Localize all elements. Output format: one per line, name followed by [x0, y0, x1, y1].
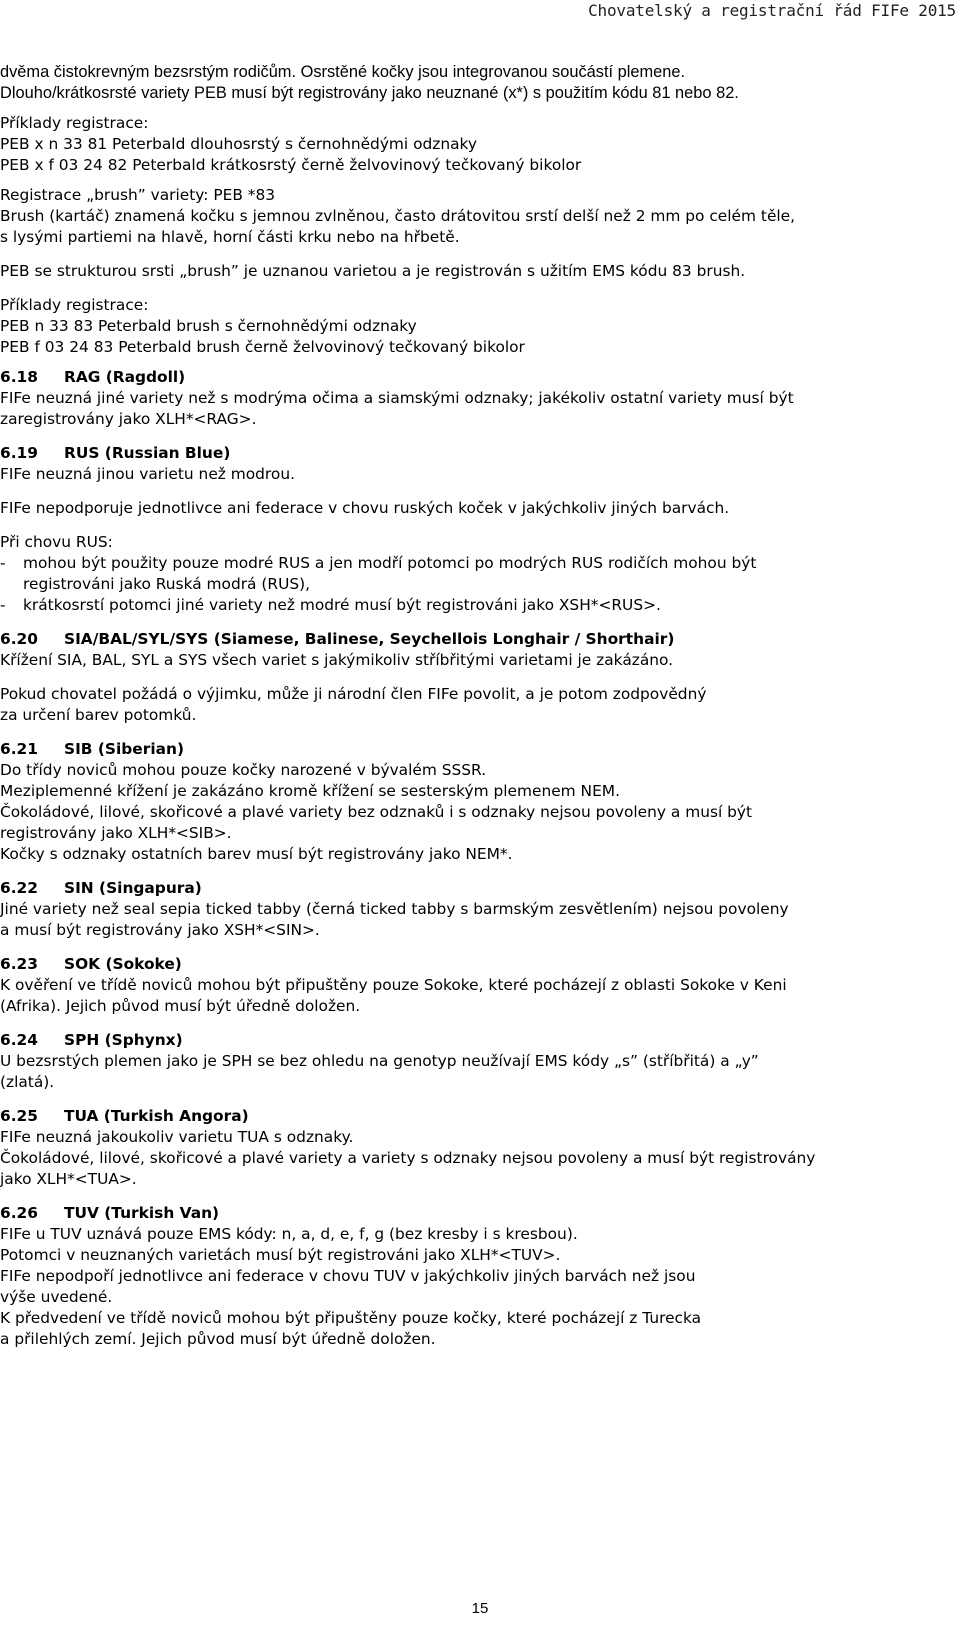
examples-label: Příklady registrace:	[0, 114, 149, 132]
examples-label: Příklady registrace:	[0, 296, 149, 314]
paragraph-line: K předvedení ve třídě noviců mohou být připuštěny pouze kočky, které pocházejí z Turecka	[0, 1309, 702, 1327]
paragraph-line: U bezsrstých plemen jako je SPH se bez ohledu na genotyp neužívají EMS kódy „s” (stříbřitá) a „y”	[0, 1052, 759, 1070]
paragraph-line: Jiné variety než seal sepia ticked tabby (černá ticked tabby s barmským zesvětlením) nejsou povoleny	[0, 900, 789, 918]
paragraph-line: Pokud chovatel požádá o výjimku, může ji národní člen FIFe povolit, a je potom zodpovědný	[0, 685, 707, 703]
example-line: PEB x f 03 24 82 Peterbald krátkosrstý černě želvovinový tečkovaný bikolor	[0, 156, 582, 174]
section-number: 6.25	[0, 1107, 38, 1125]
page-content	[0, 62, 958, 1350]
section-heading	[0, 1203, 958, 1224]
section-title: SIN (Singapura)	[64, 879, 202, 897]
paragraph-line: FIFe nepodporuje jednotlivce ani federace v chovu ruských koček v jakýchkoliv jiných barvách.	[0, 499, 730, 517]
paragraph-line: Čokoládové, lilové, skořicové a plavé variety a variety s odznaky nejsou povoleny a musí být registrovány	[0, 1149, 816, 1167]
list-item-line: registrováni jako Ruská modrá (RUS),	[23, 575, 311, 593]
section-heading	[0, 443, 958, 464]
section-heading	[0, 1030, 958, 1051]
section-title: RUS (Russian Blue)	[64, 444, 231, 462]
paragraph-line: K ověření ve třídě noviců mohou být připuštěny pouze Sokoke, které pocházejí z oblasti Sokoke v Keni	[0, 976, 787, 994]
section-title: TUV (Turkish Van)	[64, 1204, 220, 1222]
paragraph-line: FIFe neuzná jinou varietu než modrou.	[0, 465, 295, 483]
paragraph-line: registrovány jako XLH*<SIB>.	[0, 824, 232, 842]
paragraph-line: Potomci v neuznaných varietách musí být registrováni jako XLH*<TUV>.	[0, 1246, 561, 1264]
brush-title: Registrace „brush” variety: PEB *83	[0, 186, 276, 204]
paragraph-line: Do třídy noviců mohou pouze kočky narozené v bývalém SSSR.	[0, 761, 487, 779]
section-heading	[0, 954, 958, 975]
section-number: 6.22	[0, 879, 38, 897]
section-title: RAG (Ragdoll)	[64, 368, 186, 386]
section-number: 6.18	[0, 368, 38, 386]
paragraph-line: Čokoládové, lilové, skořicové a plavé variety bez odznaků i s odznaky nejsou povoleny a musí být	[0, 803, 753, 821]
page-number: 15	[471, 1600, 489, 1617]
paragraph-line: FIFe nepodpoří jednotlivce ani federace v chovu TUV v jakýchkoliv jiných barvách než jsou	[0, 1267, 696, 1285]
section-heading	[0, 629, 958, 650]
paragraph-line: FIFe neuzná jiné variety než s modrýma očima a siamskými odznaky; jakékoliv ostatní variety musí být	[0, 389, 794, 407]
paragraph-line: Meziplemenné křížení je zakázáno kromě křížení se sesterským plemenem NEM.	[0, 782, 620, 800]
list-label: Při chovu RUS:	[0, 533, 113, 551]
section-heading	[0, 878, 958, 899]
paragraph-line: zaregistrovány jako XLH*<RAG>.	[0, 410, 257, 428]
paragraph-line: a přilehlých zemí. Jejich původ musí být úředně doložen.	[0, 1330, 436, 1348]
paragraph-line: Kočky s odznaky ostatních barev musí být registrovány jako NEM*.	[0, 845, 513, 863]
paragraph-line: FIFe neuzná jakoukoliv varietu TUA s odznaky.	[0, 1128, 354, 1146]
section-title: SPH (Sphynx)	[64, 1031, 183, 1049]
list-item-line: mohou být použity pouze modré RUS a jen modří potomci po modrých RUS rodičích mohou být	[23, 554, 757, 572]
example-line: PEB f 03 24 83 Peterbald brush černě želvovinový tečkovaný bikolor	[0, 338, 525, 356]
paragraph-line: a musí být registrovány jako XSH*<SIN>.	[0, 921, 320, 939]
list-item-line: krátkosrstí potomci jiné variety než modré musí být registrováni jako XSH*<RUS>.	[23, 596, 661, 614]
brush-note: PEB se strukturou srsti „brush” je uznanou varietou a je registrován s užitím EMS kódu 83 brush.	[0, 262, 746, 280]
section-title: SOK (Sokoke)	[64, 955, 182, 973]
paragraph-line: výše uvedené.	[0, 1288, 113, 1306]
section-number: 6.19	[0, 444, 38, 462]
section-title: SIB (Siberian)	[64, 740, 184, 758]
section-heading	[0, 739, 958, 760]
example-line: PEB n 33 83 Peterbald brush s černohnědými odznaky	[0, 317, 417, 335]
list-dash: -	[0, 554, 6, 572]
paragraph-line: Brush (kartáč) znamená kočku s jemnou zvlněnou, často drátovitou srstí delší než 2 mm po celém těle,	[0, 207, 796, 225]
paragraph-line: Dlouho/krátkosrsté variety PEB musí být registrovány jako neuznané (x*) s použitím kódu 81 nebo 82.	[0, 84, 739, 102]
section-title: TUA (Turkish Angora)	[64, 1107, 249, 1125]
paragraph-line: s lysými partiemi na hlavě, horní části krku nebo na hřbetě.	[0, 228, 460, 246]
paragraph-line: FIFe u TUV uznává pouze EMS kódy: n, a, d, e, f, g (bez kresby i s kresbou).	[0, 1225, 578, 1243]
paragraph-line: jako XLH*<TUA>.	[0, 1170, 137, 1188]
section-heading	[0, 1106, 958, 1127]
paragraph-line: za určení barev potomků.	[0, 706, 197, 724]
paragraph-line: dvěma čistokrevným bezsrstým rodičům. Osrstěné kočky jsou integrovanou součástí plemene.	[0, 63, 686, 81]
list-dash: -	[0, 596, 6, 614]
example-line: PEB x n 33 81 Peterbald dlouhosrstý s černohnědými odznaky	[0, 135, 478, 153]
section-number: 6.20	[0, 630, 38, 648]
section-number: 6.24	[0, 1031, 38, 1049]
section-number: 6.23	[0, 955, 38, 973]
list-item	[0, 595, 958, 616]
running-header: Chovatelský a registrační řád FIFe 2015	[588, 1, 956, 20]
section-title: SIA/BAL/SYL/SYS (Siamese, Balinese, Seychellois Longhair / Shorthair)	[64, 630, 675, 648]
section-number: 6.26	[0, 1204, 38, 1222]
list-item	[0, 553, 958, 595]
paragraph-line: (Afrika). Jejich původ musí být úředně doložen.	[0, 997, 361, 1015]
section-number: 6.21	[0, 740, 38, 758]
paragraph-line: Křížení SIA, BAL, SYL a SYS všech variet s jakýmikoliv stříbřitými varietami je zakázáno.	[0, 651, 674, 669]
section-heading	[0, 367, 958, 388]
paragraph-line: (zlatá).	[0, 1073, 55, 1091]
